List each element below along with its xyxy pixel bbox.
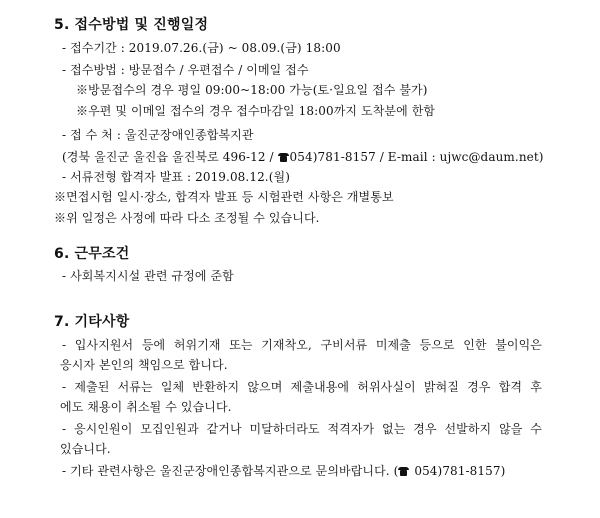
section-6-title: 6. 근무조건 — [54, 246, 130, 262]
note-visit-hours: ※방문접수의 경우 평일 09:00~18:00 가능(토·일요일 접수 불가) — [76, 83, 428, 97]
application-place: - 접 수 처 : 울진군장애인종합복지관 — [62, 128, 254, 142]
notice-4-suffix: 054)781-8157) — [410, 464, 506, 478]
notice-2-line-1: - 제출된 서류는 일체 반환하지 않으며 제출내용에 허위사실이 밝혀질 경우 합격 후 — [62, 380, 542, 394]
notice-3-line-2: 있습니다. — [60, 442, 111, 456]
notice-3-line-1: - 응시인원이 모집인원과 같거나 미달하더라도 적격자가 없는 경우 선발하지 않을 수 — [62, 422, 542, 436]
notice-4 — [62, 463, 505, 479]
contact-address — [62, 149, 544, 165]
note-post-deadline: ※우편 및 이메일 접수의 경우 접수마감일 18:00까지 도착분에 한함 — [76, 104, 436, 118]
note-interview: ※면접시험 일시·장소, 합격자 발표 등 시험관련 사항은 개별통보 — [54, 190, 394, 204]
section-5-title: 5. 접수방법 및 진행일정 — [54, 17, 209, 33]
address-suffix: 054)781-8157 / E-mail : ujwc@daum.net) — [289, 150, 544, 164]
application-period: - 접수기간 : 2019.07.26.(금) ~ 08.09.(금) 18:00 — [62, 41, 341, 55]
notice-2-line-2: 에도 채용이 취소될 수 있습니다. — [60, 400, 232, 414]
working-conditions-item: - 사회복지시설 관련 규정에 준함 — [62, 269, 234, 283]
result-announcement: - 서류전형 합격자 발표 : 2019.08.12.(월) — [62, 170, 290, 184]
telephone-icon — [398, 467, 409, 476]
application-method: - 접수방법 : 방문접수 / 우편접수 / 이메일 접수 — [62, 63, 309, 77]
notice-1-line-1: - 입사지원서 등에 허위기재 또는 기재착오, 구비서류 미제출 등으로 인한 불이익은 — [62, 338, 542, 352]
section-7-title: 7. 기타사항 — [54, 314, 130, 330]
notice-1-line-2: 응시자 본인의 책임으로 합니다. — [60, 358, 228, 372]
notice-4-prefix: - 기타 관련사항은 울진군장애인종합복지관으로 문의바랍니다. ( — [62, 464, 399, 478]
address-prefix: (경북 울진군 울진읍 울진북로 496-12 / — [62, 150, 278, 164]
note-schedule: ※위 일정은 사정에 따라 다소 조정될 수 있습니다. — [54, 211, 320, 225]
telephone-icon — [278, 153, 289, 162]
